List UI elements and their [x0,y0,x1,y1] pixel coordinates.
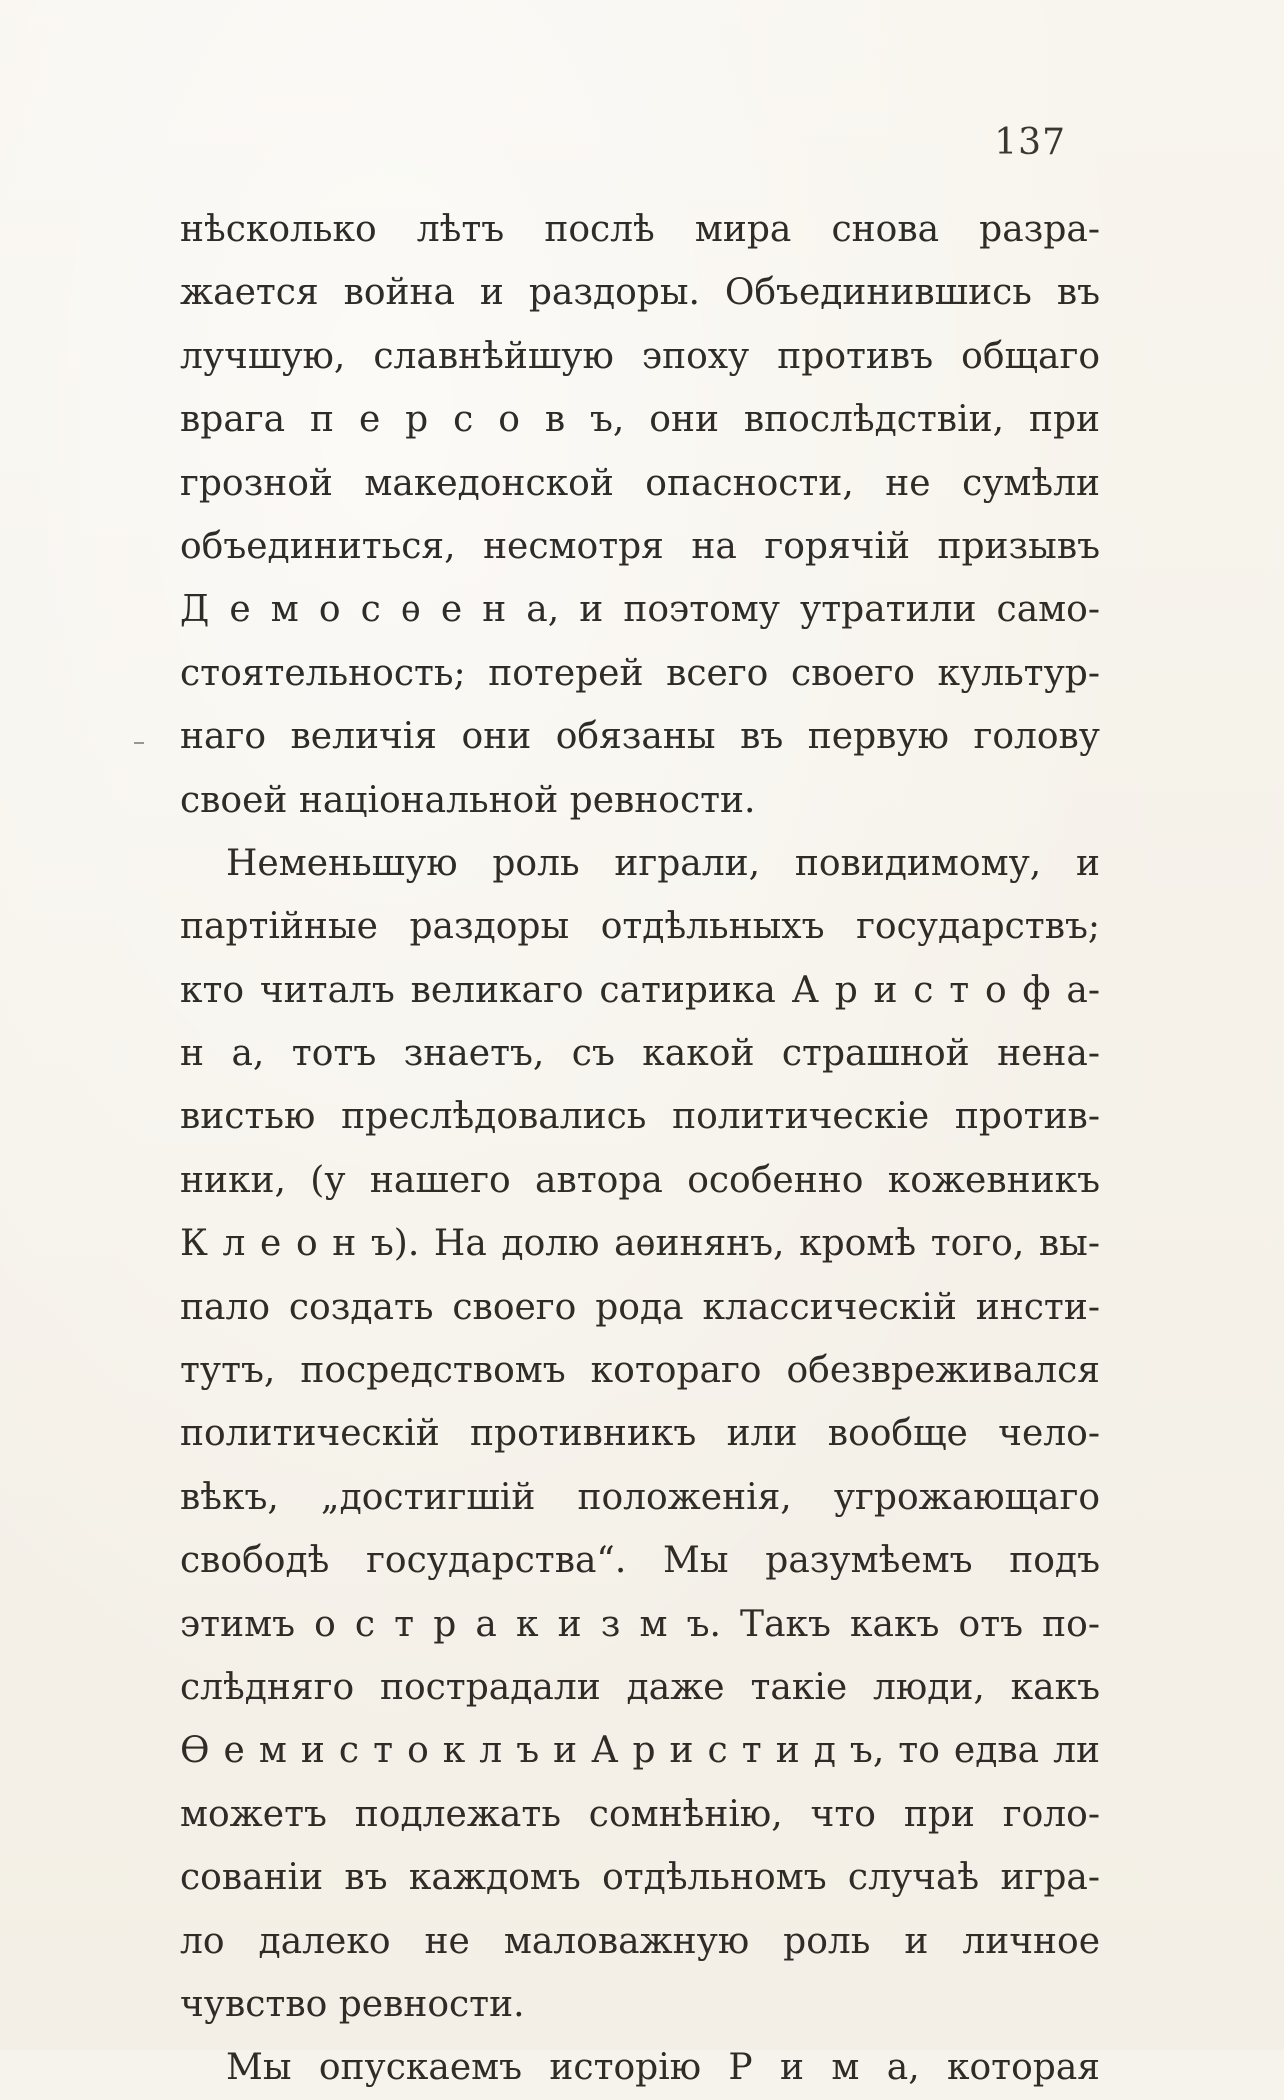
text-line: сованіи въ каждомъ отдѣльномъ случаѣ игра- [180,1857,1100,1899]
text-line: Д е м о с ѳ е н а, и поэтому утратили само- [180,589,1100,631]
text-line: н а, тотъ знаетъ, съ какой страшной нена- [180,1033,1100,1075]
text-line: кто читалъ великаго сатирика А р и с т о ф а- [180,969,1100,1011]
text-line: нѣсколько лѣтъ послѣ мира снова разра- [180,209,1100,250]
page-number: 137 [994,122,1066,163]
text-line: ники, (у нашего автора особенно кожевникъ [180,1159,1100,1201]
text-line: можетъ подлежать сомнѣнію, что при голо- [180,1793,1100,1835]
text-line: слѣдняго пострадали даже такіе люди, какъ [180,1666,1100,1708]
text-line: пало создать своего рода классическій инсти- [180,1286,1100,1328]
text-line: свободѣ государства“. Мы разумѣемъ подъ [180,1540,1100,1582]
body-text [180,198,1100,2100]
text-line: своей національной ревности. [180,779,756,821]
text-line: врага п е р с о в ъ, они впослѣдствіи, при [180,399,1100,441]
text-line: наго величія они обязаны въ первую голову [180,716,1100,758]
text-line: Неменьшую роль играли, повидимому, и [226,842,1100,884]
margin-mark [134,742,144,744]
text-line: вѣкъ, „достигшій положенія, угрожающаго [180,1476,1100,1518]
text-line: лучшую, славнѣйшую эпоху противъ общаго [180,335,1100,377]
text-line: партійные раздоры отдѣльныхъ государствъ; [180,906,1100,948]
text-line: Мы опускаемъ исторію Р и м а, которая [226,2047,1100,2089]
text-line: Ѳ е м и с т о к л ъ и А р и с т и д ъ, то едва ли [180,1730,1100,1772]
text-line: объединиться, несмотря на горячій призывъ [180,525,1100,567]
text-line: политическій противникъ или вообще чело- [180,1413,1100,1455]
text-line: жается война и раздоры. Объединившись въ [180,272,1100,314]
text-line: стоятельность; потерей всего своего культур- [180,652,1100,694]
text-line: грозной македонской опасности, не сумѣли [180,462,1100,504]
text-line: ло далеко не маловажную роль и личное [180,1920,1100,1962]
text-line: тутъ, посредствомъ котораго обезвреживался [180,1350,1100,1392]
text-line: этимъ о с т р а к и з м ъ. Такъ какъ отъ по- [180,1603,1100,1645]
text-line: вистью преслѣдовались политическіе против- [180,1096,1100,1138]
text-line: К л е о н ъ). На долю аѳинянъ, кромѣ того, вы- [180,1223,1100,1265]
text-line: чувство ревности. [180,1983,525,2025]
